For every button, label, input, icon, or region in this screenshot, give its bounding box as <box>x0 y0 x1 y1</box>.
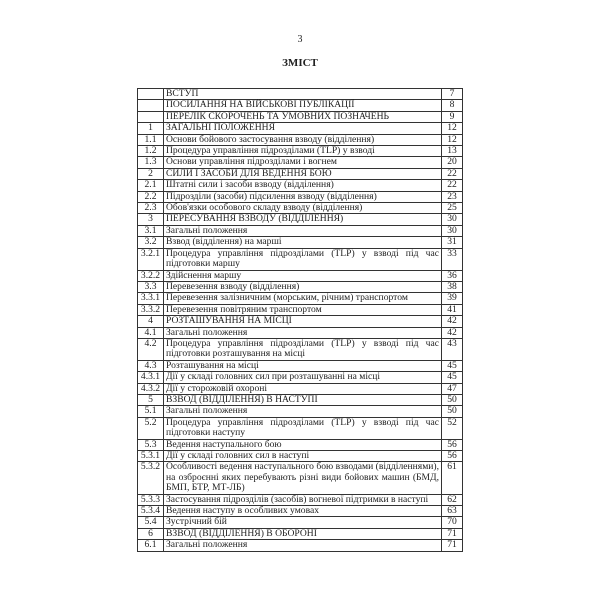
section-title: Підрозділи (засоби) підсилення взводу (відділення) <box>164 191 442 202</box>
section-number: 2.3 <box>138 203 164 214</box>
page-ref: 36 <box>442 270 463 281</box>
section-title: Перевезення залізничним (морським, річним) транспортом <box>164 293 442 304</box>
toc-row <box>138 270 463 281</box>
page-ref: 70 <box>442 517 463 528</box>
toc-row <box>138 528 463 539</box>
section-title: Загальні положення <box>164 225 442 236</box>
section-number: 2.1 <box>138 180 164 191</box>
section-number: 6.1 <box>138 540 164 551</box>
section-number: 4.3.2 <box>138 383 164 394</box>
toc-row <box>138 327 463 338</box>
toc-row <box>138 293 463 304</box>
section-number: 2 <box>138 168 164 179</box>
toc-row <box>138 304 463 315</box>
page-ref: 8 <box>442 100 463 111</box>
section-title: Зустрічний бій <box>164 517 442 528</box>
page-ref: 42 <box>442 316 463 327</box>
page-ref: 13 <box>442 146 463 157</box>
toc-row <box>138 338 463 360</box>
toc-row <box>138 123 463 134</box>
section-number: 3 <box>138 214 164 225</box>
section-number: 3.2 <box>138 237 164 248</box>
toc-row <box>138 157 463 168</box>
section-number: 4 <box>138 316 164 327</box>
section-title: РОЗТАШУВАННЯ НА МІСЦІ <box>164 316 442 327</box>
section-title: Здійснення маршу <box>164 270 442 281</box>
section-number: 5.3 <box>138 439 164 450</box>
page-ref: 50 <box>442 406 463 417</box>
page-ref: 38 <box>442 281 463 292</box>
section-title: СИЛИ І ЗАСОБИ ДЛЯ ВЕДЕННЯ БОЮ <box>164 168 442 179</box>
page-ref: 25 <box>442 203 463 214</box>
section-number: 5.3.4 <box>138 506 164 517</box>
toc-row <box>138 180 463 191</box>
section-title: Ведення наступу в особливих умовах <box>164 506 442 517</box>
toc-row <box>138 540 463 551</box>
toc-row <box>138 506 463 517</box>
section-number: 3.2.1 <box>138 248 164 270</box>
page-ref: 61 <box>442 462 463 494</box>
section-number: 4.1 <box>138 327 164 338</box>
toc-row <box>138 214 463 225</box>
toc-row <box>138 494 463 505</box>
page-ref: 43 <box>442 338 463 360</box>
toc-row <box>138 168 463 179</box>
section-number: 1 <box>138 123 164 134</box>
toc-row <box>138 281 463 292</box>
section-title: Процедура управління підрозділами (TLP) у взводі під час підготовки розташування на місці <box>164 338 442 360</box>
section-title: ВЗВОД (ВІДДІЛЕННЯ) В ОБОРОНІ <box>164 528 442 539</box>
toc-row <box>138 248 463 270</box>
section-title: Штатні сили і засоби взводу (відділення) <box>164 180 442 191</box>
section-title: Обов'язки особового складу взводу (відділення) <box>164 203 442 214</box>
section-number: 1.3 <box>138 157 164 168</box>
page-ref: 71 <box>442 540 463 551</box>
section-number: 3.3.2 <box>138 304 164 315</box>
section-number: 4.2 <box>138 338 164 360</box>
page-ref: 12 <box>442 123 463 134</box>
toc-row <box>138 394 463 405</box>
section-title: ПОСИЛАННЯ НА ВІЙСЬКОВІ ПУБЛІКАЦІЇ <box>164 100 442 111</box>
section-number: 5.2 <box>138 417 164 439</box>
page-ref: 62 <box>442 494 463 505</box>
table-of-contents <box>137 88 463 552</box>
section-title: ПЕРЕСУВАННЯ ВЗВОДУ (ВІДДІЛЕННЯ) <box>164 214 442 225</box>
section-number: 4.3 <box>138 360 164 371</box>
section-title: ВСТУП <box>164 89 442 100</box>
section-title: Ведення наступального бою <box>164 439 442 450</box>
toc-row <box>138 203 463 214</box>
section-title: Дії у складі головних сил при розташуванні на місці <box>164 372 442 383</box>
page-ref: 31 <box>442 237 463 248</box>
section-number <box>138 89 164 100</box>
section-number: 3.3.1 <box>138 293 164 304</box>
page-ref: 52 <box>442 417 463 439</box>
section-title: ЗАГАЛЬНІ ПОЛОЖЕННЯ <box>164 123 442 134</box>
toc-row <box>138 134 463 145</box>
section-title: Процедура управління підрозділами (TLP) у взводі <box>164 146 442 157</box>
section-number: 3.3 <box>138 281 164 292</box>
toc-row <box>138 451 463 462</box>
section-number: 1.2 <box>138 146 164 157</box>
page-ref: 42 <box>442 327 463 338</box>
page-number: 3 <box>297 34 303 45</box>
page-ref: 12 <box>442 134 463 145</box>
page-ref: 56 <box>442 451 463 462</box>
page-ref: 7 <box>442 89 463 100</box>
page-ref: 45 <box>442 372 463 383</box>
section-title: Дії у сторожовій охороні <box>164 383 442 394</box>
section-number: 1.1 <box>138 134 164 145</box>
section-title: Основи бойового застосування взводу (відділення) <box>164 134 442 145</box>
page-ref: 47 <box>442 383 463 394</box>
section-title: Загальні положення <box>164 406 442 417</box>
section-title: ВЗВОД (ВІДДІЛЕННЯ) В НАСТУПІ <box>164 394 442 405</box>
section-title: Процедура управління підрозділами (TLP) у взводі під час підготовки маршу <box>164 248 442 270</box>
section-number: 3.2.2 <box>138 270 164 281</box>
section-number: 2.2 <box>138 191 164 202</box>
toc-row <box>138 517 463 528</box>
section-number: 5.1 <box>138 406 164 417</box>
toc-row <box>138 406 463 417</box>
toc-row <box>138 383 463 394</box>
section-number: 4.3.1 <box>138 372 164 383</box>
section-title: Дії у складі головних сил в наступі <box>164 451 442 462</box>
section-title: Загальні положення <box>164 327 442 338</box>
page-ref: 30 <box>442 214 463 225</box>
toc-row <box>138 462 463 494</box>
section-number: 3.1 <box>138 225 164 236</box>
page-ref: 23 <box>442 191 463 202</box>
section-title: Розташування на місці <box>164 360 442 371</box>
section-number <box>138 111 164 122</box>
toc-row <box>138 360 463 371</box>
page-ref: 71 <box>442 528 463 539</box>
toc-row <box>138 225 463 236</box>
page-ref: 56 <box>442 439 463 450</box>
page-ref: 41 <box>442 304 463 315</box>
section-number: 5.3.1 <box>138 451 164 462</box>
section-title: Перевезення взводу (відділення) <box>164 281 442 292</box>
section-title: Загальні положення <box>164 540 442 551</box>
section-number: 5.3.3 <box>138 494 164 505</box>
page-ref: 33 <box>442 248 463 270</box>
page-ref: 22 <box>442 180 463 191</box>
page-ref: 30 <box>442 225 463 236</box>
page-ref: 9 <box>442 111 463 122</box>
toc-row <box>138 237 463 248</box>
section-title: Застосування підрозділів (засобів) вогневої підтримки в наступі <box>164 494 442 505</box>
section-title: Особливості ведення наступального бою взводами (відділеннями), на озброєнні яких перебувають різні види бойових машин (БМД, БМП, БТР, МТ-ЛБ) <box>164 462 442 494</box>
page-ref: 45 <box>442 360 463 371</box>
page-ref: 50 <box>442 394 463 405</box>
section-number: 5.3.2 <box>138 462 164 494</box>
section-title: Перевезення повітряним транспортом <box>164 304 442 315</box>
page-ref: 39 <box>442 293 463 304</box>
section-title: Основи управління підрозділами і вогнем <box>164 157 442 168</box>
page-ref: 20 <box>442 157 463 168</box>
toc-row <box>138 372 463 383</box>
section-number: 5.4 <box>138 517 164 528</box>
page-ref: 22 <box>442 168 463 179</box>
section-number: 6 <box>138 528 164 539</box>
toc-row <box>138 100 463 111</box>
section-number: 5 <box>138 394 164 405</box>
page-title: ЗМІСТ <box>282 57 318 69</box>
section-title: ПЕРЕЛІК СКОРОЧЕНЬ ТА УМОВНИХ ПОЗНАЧЕНЬ <box>164 111 442 122</box>
toc-row <box>138 111 463 122</box>
toc-row <box>138 439 463 450</box>
toc-row <box>138 316 463 327</box>
toc-row <box>138 417 463 439</box>
section-number <box>138 100 164 111</box>
section-title: Взвод (відділення) на марші <box>164 237 442 248</box>
toc-row <box>138 146 463 157</box>
toc-row <box>138 191 463 202</box>
page-ref: 63 <box>442 506 463 517</box>
section-title: Процедура управління підрозділами (TLP) у взводі під час підготовки наступу <box>164 417 442 439</box>
